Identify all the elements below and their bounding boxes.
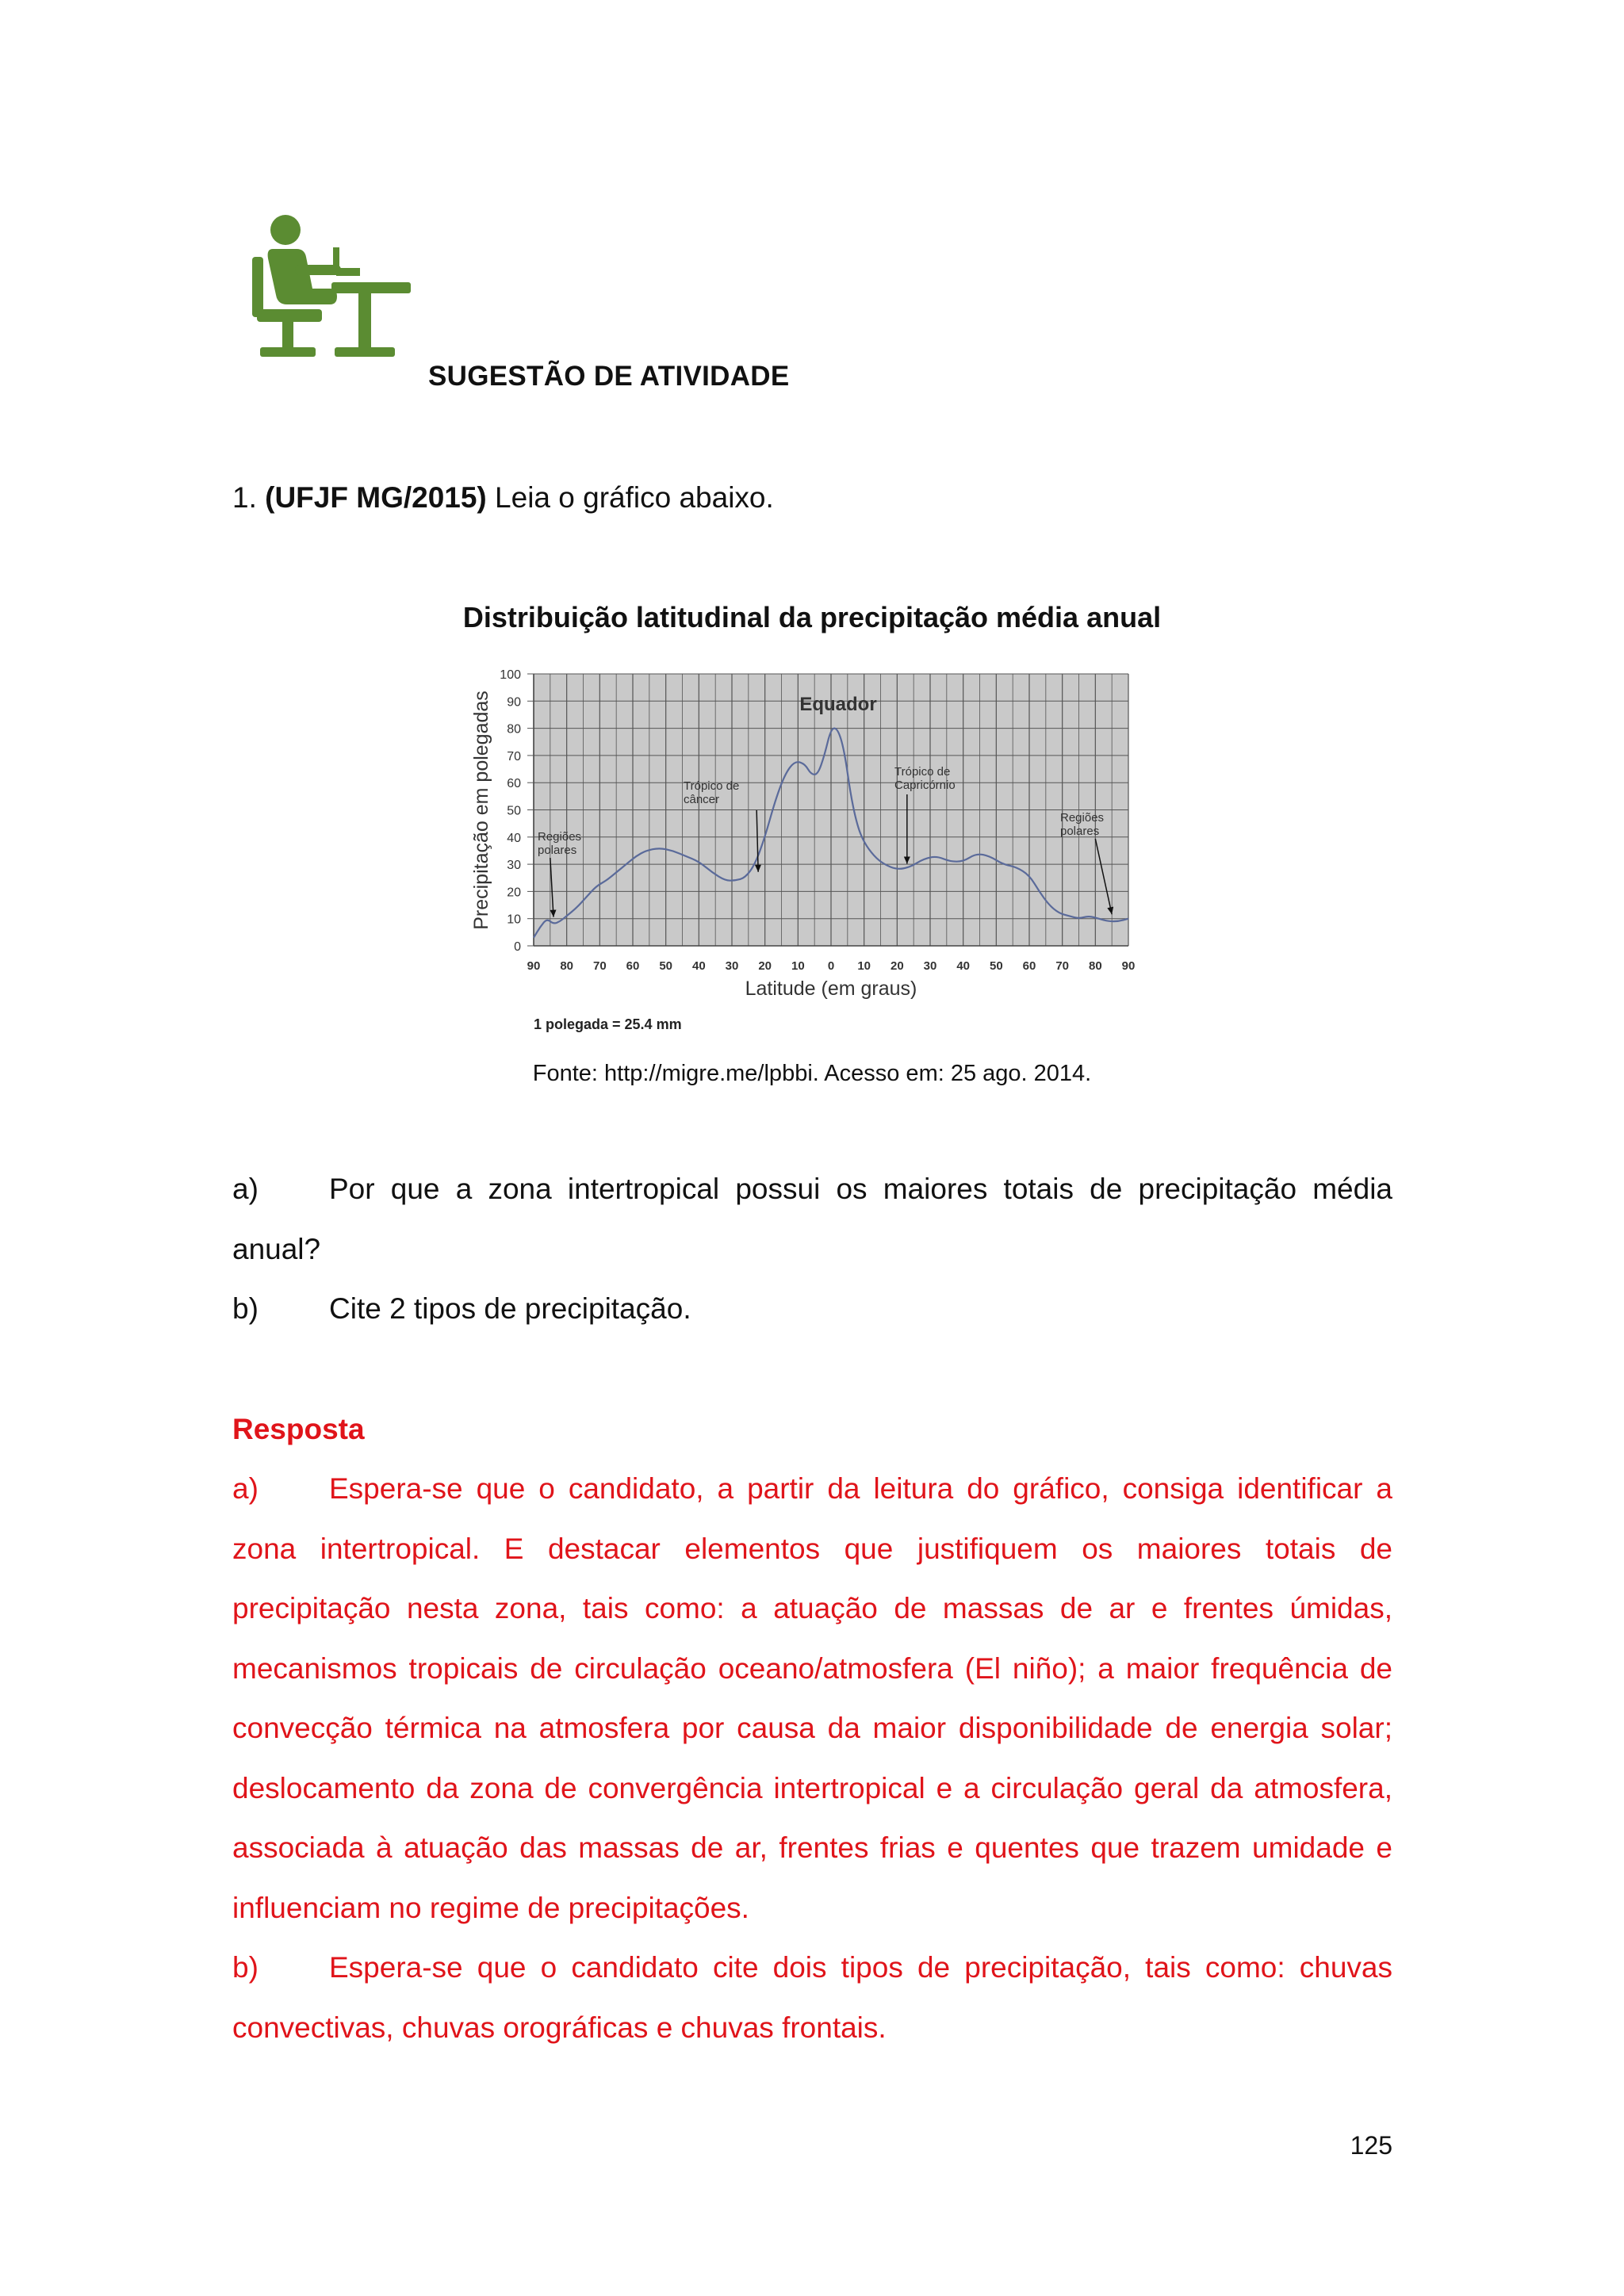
annotation-tropic-cancer-1: Trópico de <box>684 779 740 793</box>
y-axis-label: Precipitação em polegadas <box>470 691 492 930</box>
annotation-equator: Equador <box>799 694 877 715</box>
answer-b-text: Espera-se que o candidato cite dois tipos de precipitação, tais como: chuvas convectivas, chuvas orográficas e chuvas frontais. <box>232 1951 1392 2044</box>
x-tick-label: 30 <box>725 959 739 973</box>
item-a-text: Por que a zona intertropical possui os maiores totais de precipitação média anual? <box>232 1173 1392 1265</box>
activity-heading: SUGESTÃO DE ATIVIDADE <box>428 361 790 392</box>
y-tick-label: 50 <box>507 804 521 818</box>
x-tick-label: 30 <box>923 959 937 973</box>
x-tick-label: 90 <box>1121 959 1136 973</box>
x-tick-label: 80 <box>1088 959 1102 973</box>
question-line <box>232 481 774 515</box>
x-tick-label: 20 <box>890 959 904 973</box>
x-tick-label: 80 <box>560 959 574 973</box>
x-tick-label: 40 <box>956 959 971 973</box>
x-tick-label: 10 <box>791 959 805 973</box>
page-number: 125 <box>1350 2131 1392 2160</box>
x-tick-label: 10 <box>857 959 871 973</box>
x-tick-label: 20 <box>758 959 772 973</box>
question-prompt: Leia o gráfico abaixo. <box>495 481 774 514</box>
y-tick-label: 70 <box>507 749 521 763</box>
x-tick-label: 70 <box>592 959 607 973</box>
y-tick-label: 20 <box>507 886 521 900</box>
item-b-text: Cite 2 tipos de precipitação. <box>329 1292 691 1325</box>
item-b-label: b) <box>232 1292 259 1325</box>
item-a <box>232 1159 1392 1279</box>
annotation-polar-north-1: Regiões <box>538 830 582 844</box>
annotation-polar-north-2: polares <box>538 844 577 857</box>
y-tick-label: 30 <box>507 859 521 873</box>
annotation-polar-south-1: Regiões <box>1060 811 1105 825</box>
answer-a-label: a) <box>232 1472 259 1505</box>
answer-a <box>232 1459 1392 1938</box>
person-at-desk-icon <box>246 212 412 365</box>
annotation-tropic-cancer-2: câncer <box>684 793 720 806</box>
item-b <box>232 1279 1392 1339</box>
x-axis-label: Latitude (em graus) <box>745 978 917 1000</box>
x-tick-label: 90 <box>527 959 541 973</box>
annotation-tropic-capricorn-2: Capricórnio <box>894 779 956 792</box>
x-tick-label: 50 <box>989 959 1003 973</box>
answer-b-label: b) <box>232 1951 259 1984</box>
annotation-polar-south-2: polares <box>1060 825 1100 838</box>
answer-b <box>232 1938 1392 2057</box>
figure-title: Distribuição latitudinal da precipitação média anual <box>462 601 1162 633</box>
item-a-label: a) <box>232 1173 259 1205</box>
question-source-tag: (UFJF MG/2015) <box>265 481 487 514</box>
y-tick-label: 90 <box>507 695 521 710</box>
question-number: 1. <box>232 481 257 514</box>
x-tick-label: 70 <box>1055 959 1070 973</box>
y-tick-label: 40 <box>507 831 521 845</box>
y-tick-label: 0 <box>514 940 521 954</box>
y-tick-label: 60 <box>507 777 521 791</box>
x-tick-label: 0 <box>827 959 835 973</box>
y-tick-label: 10 <box>507 913 521 927</box>
y-tick-label: 80 <box>507 722 521 737</box>
answer-a-text: Espera-se que o candidato, a partir da leitura do gráfico, consiga identificar a zona intertropical. E destacar elementos que justifiquem os maiores totais de precipitação nesta zona, tais como: a atuação de massas de ar e frentes úmidas, mecanismos tropicais de circulação oceano/atmosfera (El niño); a maior frequência de convecção térmica na atmosfera por causa da maior disponibilidade de energia solar; deslocamento da zona de convergência intertropical e a circulação geral da atmosfera, associada à atuação das massas de ar, frentes frias e quentes que trazem umidade e influenciam no regime de precipitações. <box>232 1472 1392 1924</box>
answer-heading: Resposta <box>232 1413 365 1445</box>
x-tick-label: 60 <box>626 959 640 973</box>
precipitation-chart <box>460 658 1166 1047</box>
y-tick-label: 100 <box>500 668 521 682</box>
unit-note: 1 polegada = 25.4 mm <box>534 1016 682 1032</box>
x-tick-label: 40 <box>691 959 706 973</box>
annotation-tropic-capricorn-1: Trópico de <box>894 765 951 779</box>
figure-source: Fonte: http://migre.me/lpbbi. Acesso em: 25 ago. 2014. <box>532 1061 1092 1086</box>
x-tick-label: 60 <box>1022 959 1036 973</box>
x-tick-label: 50 <box>659 959 673 973</box>
